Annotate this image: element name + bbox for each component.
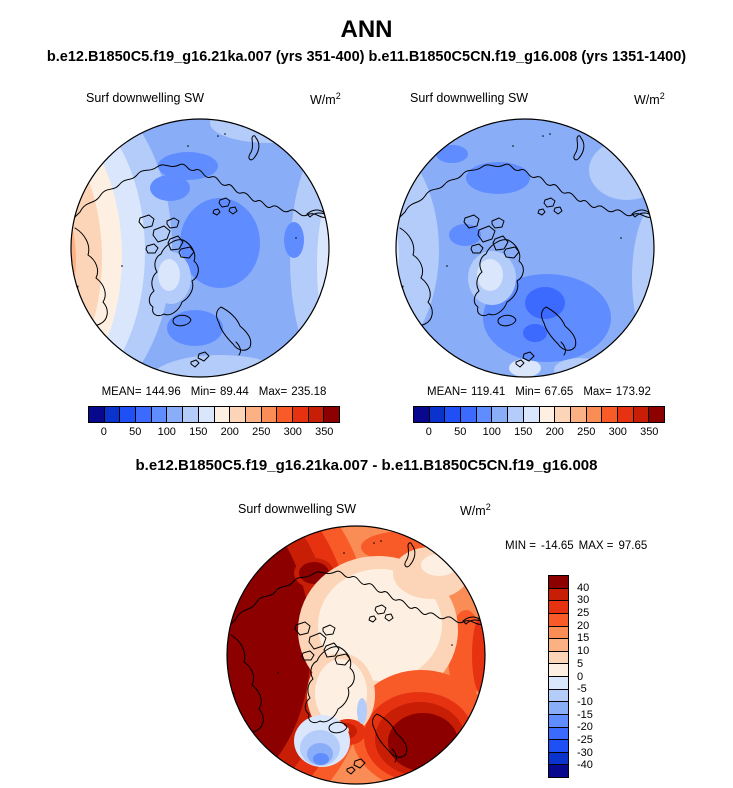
case2-variable-label: Surf downwelling SW <box>410 91 529 105</box>
colorbar-tick-label: 10 <box>577 645 590 658</box>
case2-min-label: Min= <box>515 386 541 398</box>
colorbar-cell <box>571 407 587 422</box>
colorbar-tick-label: 25 <box>577 607 590 620</box>
diff-max-value: 97.65 <box>618 540 648 552</box>
colorbar-cell <box>549 753 568 766</box>
colorbar-tick-label: -30 <box>577 746 593 759</box>
colorbar-tick-label: 300 <box>608 426 627 438</box>
case1-colorbar-ticks <box>88 426 340 440</box>
colorbar-tick-label: 100 <box>482 426 501 438</box>
diff-variable-label: Surf downwelling SW <box>238 502 357 516</box>
diff-min-label: MIN = <box>505 540 536 552</box>
case1-stats <box>88 386 340 398</box>
case1-map <box>70 118 330 378</box>
colorbar-cell <box>152 407 168 422</box>
colorbar-tick-label: 5 <box>577 657 584 670</box>
colorbar-cell <box>309 407 325 422</box>
colorbar-cell <box>277 407 293 422</box>
case1-variable-label: Surf downwelling SW <box>86 91 205 105</box>
colorbar-cell <box>549 677 568 690</box>
colorbar-cell <box>89 407 105 422</box>
colorbar-tick-label: 350 <box>315 426 334 438</box>
colorbar-cell <box>461 407 477 422</box>
case2-min-value: 67.65 <box>544 386 574 398</box>
colorbar-tick-label: 30 <box>577 594 590 607</box>
colorbar-cell <box>136 407 152 422</box>
colorbar-cell <box>549 690 568 703</box>
colorbar-cell <box>477 407 493 422</box>
case2-colorbar <box>413 406 665 423</box>
colorbar-tick-label: -10 <box>577 695 593 708</box>
case1-units-label <box>310 91 341 107</box>
colorbar-tick-label: 15 <box>577 632 590 645</box>
colorbar-cell <box>230 407 246 422</box>
colorbar-tick-label: 200 <box>545 426 564 438</box>
colorbar-tick-label: 40 <box>577 581 590 594</box>
diff-minmax <box>505 540 652 552</box>
case1-mean-value: 144.96 <box>145 386 181 398</box>
colorbar-cell <box>262 407 278 422</box>
colorbar-tick-label: 50 <box>454 426 467 438</box>
colorbar-tick-label: 100 <box>157 426 176 438</box>
colorbar-tick-label: -40 <box>577 759 593 772</box>
colorbar-tick-label: -20 <box>577 721 593 734</box>
colorbar-tick-label: 350 <box>640 426 659 438</box>
case1-max-value: 235.18 <box>291 386 327 398</box>
case2-max-label: Max= <box>583 386 612 398</box>
figure-subtitle: b.e12.B1850C5.f19_g16.21ka.007 (yrs 351-400) b.e11.B1850C5CN.f19_g16.008 (yrs 1351-1400) <box>46 49 687 65</box>
colorbar-cell <box>324 407 339 422</box>
colorbar-cell <box>549 740 568 753</box>
colorbar-tick-label: 0 <box>100 426 107 438</box>
difference-title: b.e12.B1850C5.f19_g16.21ka.007 - b.e11.B1850C5CN.f19_g16.008 <box>135 457 598 474</box>
colorbar-cell <box>587 407 603 422</box>
colorbar-cell <box>549 765 568 777</box>
colorbar-cell <box>508 407 524 422</box>
colorbar-cell <box>618 407 634 422</box>
colorbar-tick-label: 150 <box>514 426 533 438</box>
colorbar-cell <box>120 407 136 422</box>
colorbar-cell <box>649 407 664 422</box>
colorbar-tick-label: 20 <box>577 619 590 632</box>
diff-units-exp: 2 <box>485 502 491 512</box>
colorbar-tick-label: 50 <box>129 426 142 438</box>
colorbar-cell <box>549 664 568 677</box>
case1-colorbar <box>88 406 340 423</box>
colorbar-cell <box>492 407 508 422</box>
colorbar-cell <box>445 407 461 422</box>
colorbar-tick-label: 0 <box>577 670 584 683</box>
figure-title: ANN <box>340 16 393 43</box>
case1-min-label: Min= <box>190 386 216 398</box>
colorbar-cell <box>215 407 231 422</box>
colorbar-cell <box>540 407 556 422</box>
colorbar-tick-label: 300 <box>283 426 302 438</box>
case2-mean-label: MEAN= <box>427 386 467 398</box>
case2-colorbar-ticks <box>413 426 665 440</box>
colorbar-cell <box>246 407 262 422</box>
colorbar-cell <box>602 407 618 422</box>
case2-units-label <box>634 91 665 107</box>
case2-mean-value: 119.41 <box>470 386 506 398</box>
colorbar-tick-label: 150 <box>189 426 208 438</box>
case1-mean-label: MEAN= <box>101 386 142 398</box>
case2-stats <box>413 386 665 398</box>
case2-map <box>395 118 655 378</box>
colorbar-tick-label: 250 <box>252 426 271 438</box>
colorbar-cell <box>183 407 199 422</box>
colorbar-cell <box>549 702 568 715</box>
colorbar-cell <box>105 407 121 422</box>
colorbar-cell <box>634 407 650 422</box>
case1-units-base: W/m <box>310 93 336 108</box>
diff-map <box>226 525 486 785</box>
colorbar-tick-label: -15 <box>577 708 593 721</box>
colorbar-cell <box>549 601 568 614</box>
diff-min-value: -14.65 <box>541 540 574 552</box>
colorbar-cell <box>555 407 571 422</box>
colorbar-cell <box>549 614 568 627</box>
colorbar-cell <box>549 715 568 728</box>
diff-units-label <box>460 502 491 518</box>
case1-units-exp: 2 <box>335 91 341 101</box>
colorbar-cell <box>549 576 568 589</box>
case1-max-label: Max= <box>258 386 288 398</box>
colorbar-tick-label: 200 <box>220 426 239 438</box>
diff-units-base: W/m <box>460 504 486 519</box>
colorbar-cell <box>167 407 183 422</box>
colorbar-tick-label: -25 <box>577 733 593 746</box>
case1-min-value: 89.44 <box>219 386 249 398</box>
colorbar-cell <box>430 407 446 422</box>
case2-units-exp: 2 <box>659 91 665 101</box>
diff-max-label: MAX = <box>578 540 614 552</box>
colorbar-tick-label: -5 <box>577 683 587 696</box>
diff-colorbar <box>548 575 569 778</box>
case2-units-base: W/m <box>634 93 660 108</box>
colorbar-tick-label: 250 <box>577 426 596 438</box>
colorbar-cell <box>549 652 568 665</box>
colorbar-tick-label: 0 <box>425 426 432 438</box>
colorbar-cell <box>414 407 430 422</box>
diff-colorbar-ticks <box>569 575 603 778</box>
case2-max-value: 173.92 <box>615 386 651 398</box>
colorbar-cell <box>549 589 568 602</box>
colorbar-cell <box>549 728 568 741</box>
colorbar-cell <box>549 639 568 652</box>
colorbar-cell <box>199 407 215 422</box>
colorbar-cell <box>293 407 309 422</box>
colorbar-cell <box>524 407 540 422</box>
colorbar-cell <box>549 627 568 640</box>
